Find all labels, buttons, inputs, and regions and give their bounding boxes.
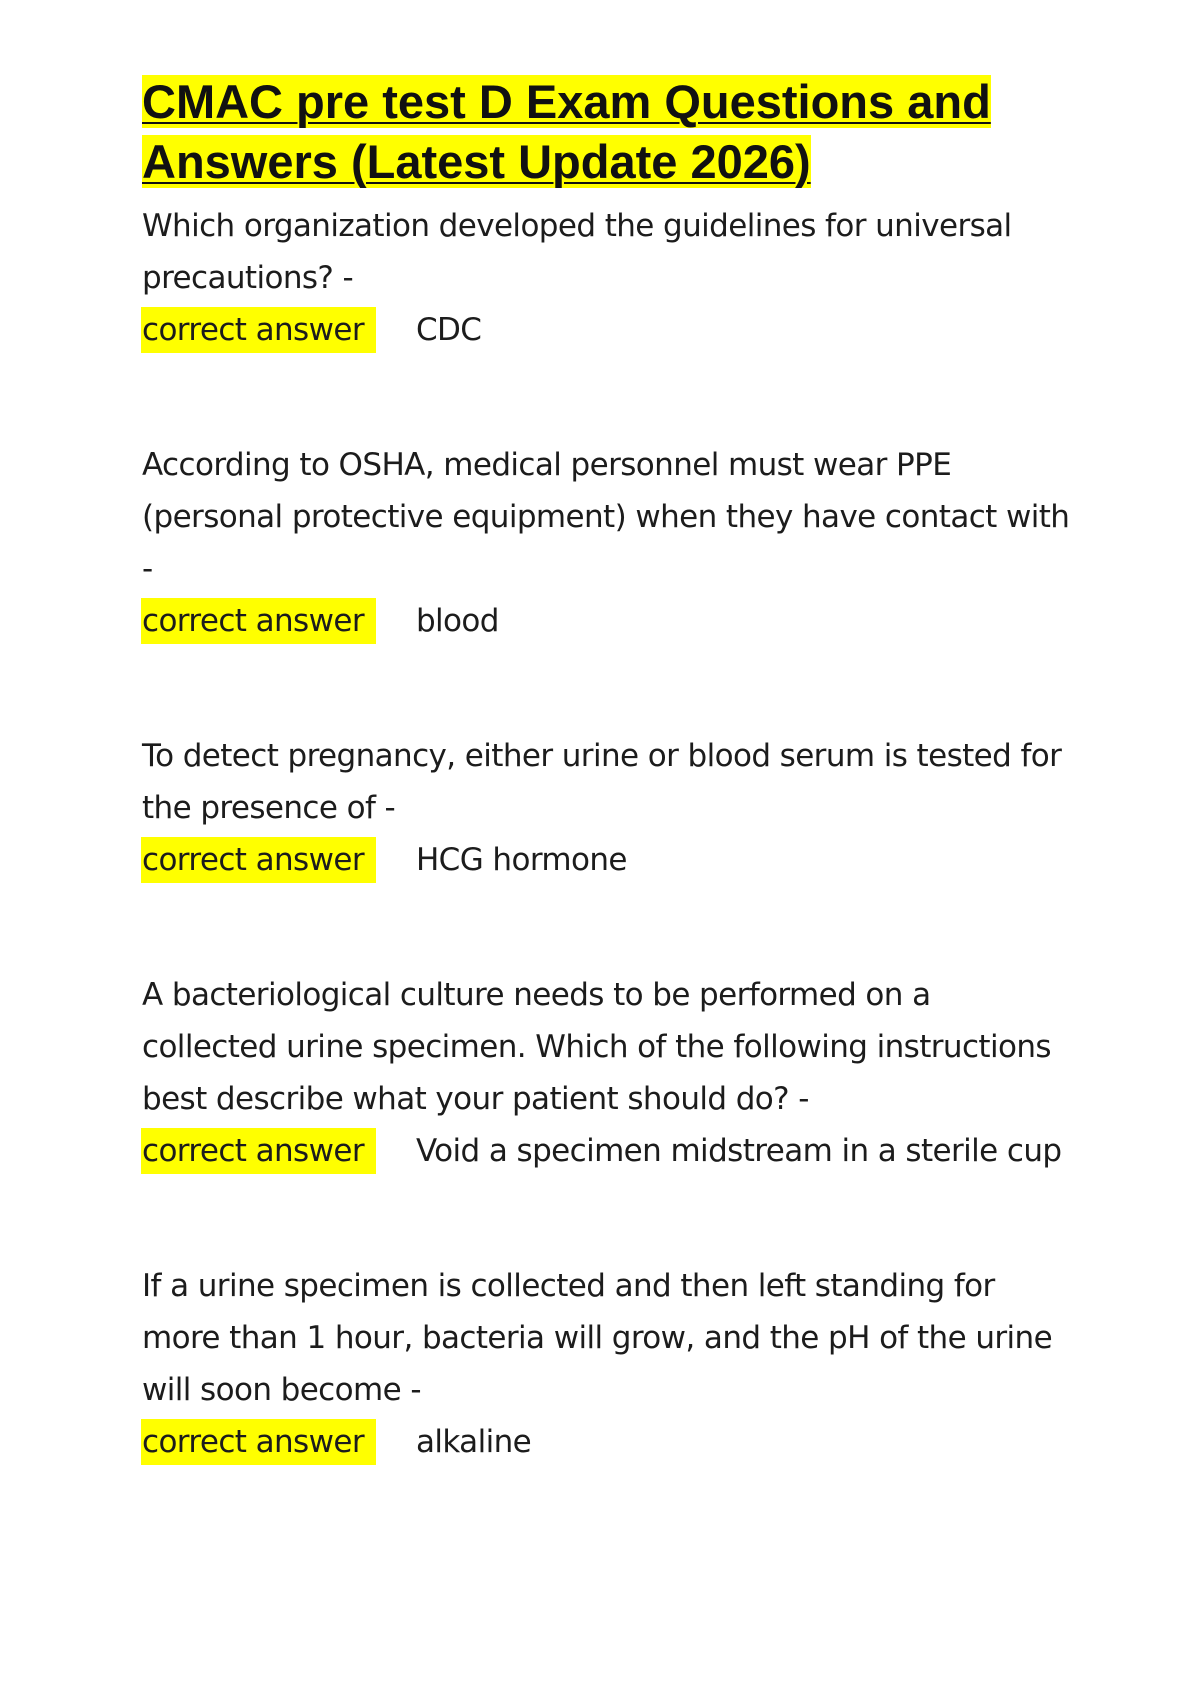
correct-answer-label: correct answer [141, 837, 376, 883]
document-content [142, 72, 1072, 1468]
answer-text: Void a specimen midstream in a sterile cup [415, 1133, 1062, 1169]
qa-item-1 [142, 200, 1072, 356]
document-title-line-1: CMAC pre test D Exam Questions and [142, 75, 991, 128]
qa-item-4 [142, 969, 1072, 1177]
question-text: Which organization developed the guidelines for universal precautions? - [142, 208, 1012, 296]
qa-item-5 [142, 1260, 1072, 1468]
question-text: According to OSHA, medical personnel must wear PPE (personal protective equipment) when they have contact with - [142, 447, 1070, 587]
correct-answer-label: correct answer [141, 598, 376, 644]
question-text: If a urine specimen is collected and then left standing for more than 1 hour, bacteria will grow, and the pH of the urine will soon become - [142, 1268, 1053, 1408]
answer-row [142, 1416, 1072, 1468]
correct-answer-label: correct answer [141, 1419, 376, 1465]
answer-row [142, 834, 1072, 886]
question-text: A bacteriological culture needs to be performed on a collected urine specimen. Which of the following instructions best describe what your patient should do? - [142, 977, 1051, 1117]
answer-text: HCG hormone [415, 842, 627, 878]
document-title-line-2: Answers (Latest Update 2026) [142, 135, 811, 188]
qa-item-3 [142, 730, 1072, 886]
answer-text: blood [415, 603, 499, 639]
document-title [142, 72, 1072, 192]
qa-item-2 [142, 439, 1072, 647]
question-text: To detect pregnancy, either urine or blood serum is tested for the presence of - [142, 738, 1062, 826]
answer-text: CDC [415, 312, 482, 348]
answer-row [142, 1125, 1072, 1177]
answer-row [142, 595, 1072, 647]
correct-answer-label: correct answer [141, 307, 376, 353]
answer-row [142, 304, 1072, 356]
answer-text: alkaline [415, 1424, 532, 1460]
correct-answer-label: correct answer [141, 1128, 376, 1174]
